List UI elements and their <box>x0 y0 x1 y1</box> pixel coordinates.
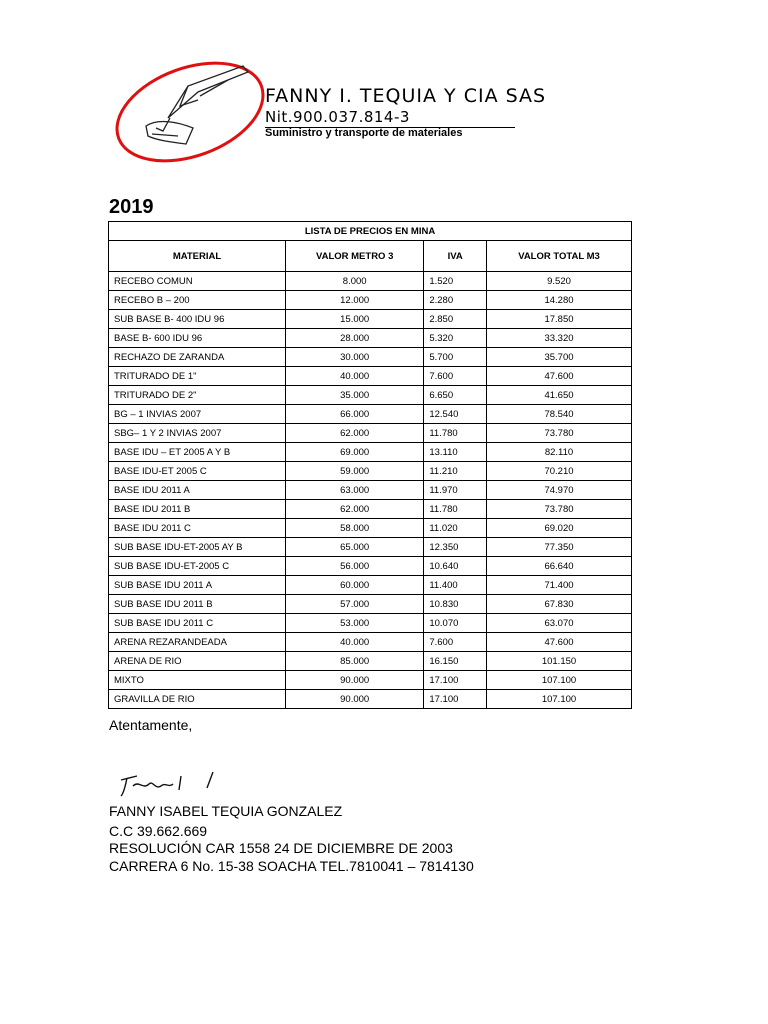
table-row <box>109 538 632 557</box>
signature <box>115 766 235 806</box>
cell-valor-total: 67.830 <box>487 595 632 614</box>
cell-material: BASE B- 600 IDU 96 <box>109 329 286 348</box>
cell-iva: 5.700 <box>424 348 487 367</box>
column-header-material: MATERIAL <box>109 241 286 272</box>
table-row <box>109 386 632 405</box>
signer-name: FANNY ISABEL TEQUIA GONZALEZ <box>109 803 343 819</box>
cell-valor-total: 69.020 <box>487 519 632 538</box>
cell-iva: 10.830 <box>424 595 487 614</box>
cell-iva: 10.640 <box>424 557 487 576</box>
table-row <box>109 614 632 633</box>
cell-iva: 6.650 <box>424 386 487 405</box>
cell-iva: 11.780 <box>424 500 487 519</box>
cell-material: RECEBO COMUN <box>109 272 286 291</box>
cell-iva: 10.070 <box>424 614 487 633</box>
table-row <box>109 500 632 519</box>
cell-material: ARENA DE RIO <box>109 652 286 671</box>
cell-valor-total: 41.650 <box>487 386 632 405</box>
cell-iva: 2.280 <box>424 291 487 310</box>
cell-material: MIXTO <box>109 671 286 690</box>
cell-valor-total: 74.970 <box>487 481 632 500</box>
closing-text: Atentamente, <box>109 717 193 733</box>
table-row <box>109 291 632 310</box>
cell-valor-total: 73.780 <box>487 424 632 443</box>
cell-valor-metro: 62.000 <box>286 500 424 519</box>
cell-valor-metro: 63.000 <box>286 481 424 500</box>
table-row <box>109 652 632 671</box>
cell-material: SUB BASE IDU-ET-2005 AY B <box>109 538 286 557</box>
cell-valor-metro: 40.000 <box>286 367 424 386</box>
table-row <box>109 633 632 652</box>
cell-valor-metro: 53.000 <box>286 614 424 633</box>
cell-material: RECEBO B – 200 <box>109 291 286 310</box>
cell-material: BG – 1 INVIAS 2007 <box>109 405 286 424</box>
cell-valor-total: 9.520 <box>487 272 632 291</box>
cell-iva: 11.780 <box>424 424 487 443</box>
cell-iva: 16.150 <box>424 652 487 671</box>
cell-iva: 12.540 <box>424 405 487 424</box>
cell-valor-metro: 8.000 <box>286 272 424 291</box>
cell-iva: 7.600 <box>424 367 487 386</box>
company-tagline: Suministro y transporte de materiales <box>265 127 463 139</box>
cell-material: SUB BASE B- 400 IDU 96 <box>109 310 286 329</box>
cell-iva: 7.600 <box>424 633 487 652</box>
cell-valor-total: 82.110 <box>487 443 632 462</box>
table-row <box>109 595 632 614</box>
column-header-valor-total: VALOR TOTAL M3 <box>487 241 632 272</box>
table-title: LISTA DE PRECIOS EN MINA <box>109 222 632 241</box>
cell-valor-metro: 90.000 <box>286 690 424 709</box>
table-row <box>109 405 632 424</box>
cell-material: TRITURADO DE 2" <box>109 386 286 405</box>
cell-valor-total: 47.600 <box>487 633 632 652</box>
cell-valor-metro: 60.000 <box>286 576 424 595</box>
table-row <box>109 272 632 291</box>
table-row <box>109 462 632 481</box>
cell-material: BASE IDU-ET 2005 C <box>109 462 286 481</box>
cell-valor-metro: 59.000 <box>286 462 424 481</box>
cell-valor-metro: 90.000 <box>286 671 424 690</box>
cell-material: SUB BASE IDU-ET-2005 C <box>109 557 286 576</box>
table-row <box>109 443 632 462</box>
cell-valor-metro: 85.000 <box>286 652 424 671</box>
cell-valor-total: 35.700 <box>487 348 632 367</box>
cell-valor-total: 47.600 <box>487 367 632 386</box>
table-row <box>109 519 632 538</box>
cell-valor-metro: 28.000 <box>286 329 424 348</box>
cell-valor-total: 71.400 <box>487 576 632 595</box>
cell-valor-total: 63.070 <box>487 614 632 633</box>
cell-valor-metro: 69.000 <box>286 443 424 462</box>
table-row <box>109 671 632 690</box>
cell-iva: 11.970 <box>424 481 487 500</box>
cell-material: ARENA REZARANDEADA <box>109 633 286 652</box>
cell-iva: 17.100 <box>424 690 487 709</box>
signer-id: C.C 39.662.669 <box>109 823 208 839</box>
cell-valor-metro: 62.000 <box>286 424 424 443</box>
table-row <box>109 424 632 443</box>
cell-valor-metro: 15.000 <box>286 310 424 329</box>
cell-iva: 2.850 <box>424 310 487 329</box>
cell-material: SUB BASE IDU 2011 B <box>109 595 286 614</box>
cell-material: GRAVILLA DE RIO <box>109 690 286 709</box>
cell-material: BASE IDU 2011 C <box>109 519 286 538</box>
company-name: FANNY I. TEQUIA Y CIA SAS <box>265 85 547 107</box>
cell-iva: 1.520 <box>424 272 487 291</box>
cell-iva: 11.210 <box>424 462 487 481</box>
company-nit: Nit.900.037.814-3 <box>265 108 515 128</box>
cell-material: TRITURADO DE 1" <box>109 367 286 386</box>
cell-valor-metro: 35.000 <box>286 386 424 405</box>
price-table <box>108 221 632 709</box>
cell-iva: 12.350 <box>424 538 487 557</box>
cell-iva: 5.320 <box>424 329 487 348</box>
table-row <box>109 557 632 576</box>
table-row <box>109 367 632 386</box>
cell-valor-total: 66.640 <box>487 557 632 576</box>
cell-material: SUB BASE IDU 2011 A <box>109 576 286 595</box>
company-logo <box>108 56 268 176</box>
table-row <box>109 690 632 709</box>
cell-iva: 17.100 <box>424 671 487 690</box>
cell-material: BASE IDU 2011 B <box>109 500 286 519</box>
cell-valor-metro: 40.000 <box>286 633 424 652</box>
cell-valor-total: 70.210 <box>487 462 632 481</box>
cell-material: SBG– 1 Y 2 INVIAS 2007 <box>109 424 286 443</box>
table-row <box>109 329 632 348</box>
resolution-line: RESOLUCIÓN CAR 1558 24 DE DICIEMBRE DE 2003 <box>109 840 453 856</box>
address-line: CARRERA 6 No. 15-38 SOACHA TEL.7810041 – 7814130 <box>109 858 474 874</box>
cell-valor-total: 17.850 <box>487 310 632 329</box>
cell-valor-total: 77.350 <box>487 538 632 557</box>
cell-valor-metro: 58.000 <box>286 519 424 538</box>
cell-material: BASE IDU – ET 2005 A Y B <box>109 443 286 462</box>
cell-iva: 11.400 <box>424 576 487 595</box>
cell-valor-metro: 30.000 <box>286 348 424 367</box>
cell-valor-metro: 66.000 <box>286 405 424 424</box>
table-row <box>109 348 632 367</box>
cell-material: SUB BASE IDU 2011 C <box>109 614 286 633</box>
cell-valor-total: 33.320 <box>487 329 632 348</box>
cell-material: RECHAZO DE ZARANDA <box>109 348 286 367</box>
table-row <box>109 310 632 329</box>
cell-valor-total: 101.150 <box>487 652 632 671</box>
column-header-valor-metro: VALOR METRO 3 <box>286 241 424 272</box>
cell-valor-total: 78.540 <box>487 405 632 424</box>
cell-valor-metro: 57.000 <box>286 595 424 614</box>
document-year: 2019 <box>109 196 154 218</box>
table-row <box>109 481 632 500</box>
table-row <box>109 576 632 595</box>
cell-material: BASE IDU 2011 A <box>109 481 286 500</box>
cell-valor-total: 107.100 <box>487 671 632 690</box>
cell-valor-metro: 56.000 <box>286 557 424 576</box>
cell-valor-metro: 65.000 <box>286 538 424 557</box>
cell-valor-total: 14.280 <box>487 291 632 310</box>
cell-valor-total: 73.780 <box>487 500 632 519</box>
cell-valor-total: 107.100 <box>487 690 632 709</box>
cell-valor-metro: 12.000 <box>286 291 424 310</box>
cell-iva: 11.020 <box>424 519 487 538</box>
column-header-iva: IVA <box>424 241 487 272</box>
cell-iva: 13.110 <box>424 443 487 462</box>
